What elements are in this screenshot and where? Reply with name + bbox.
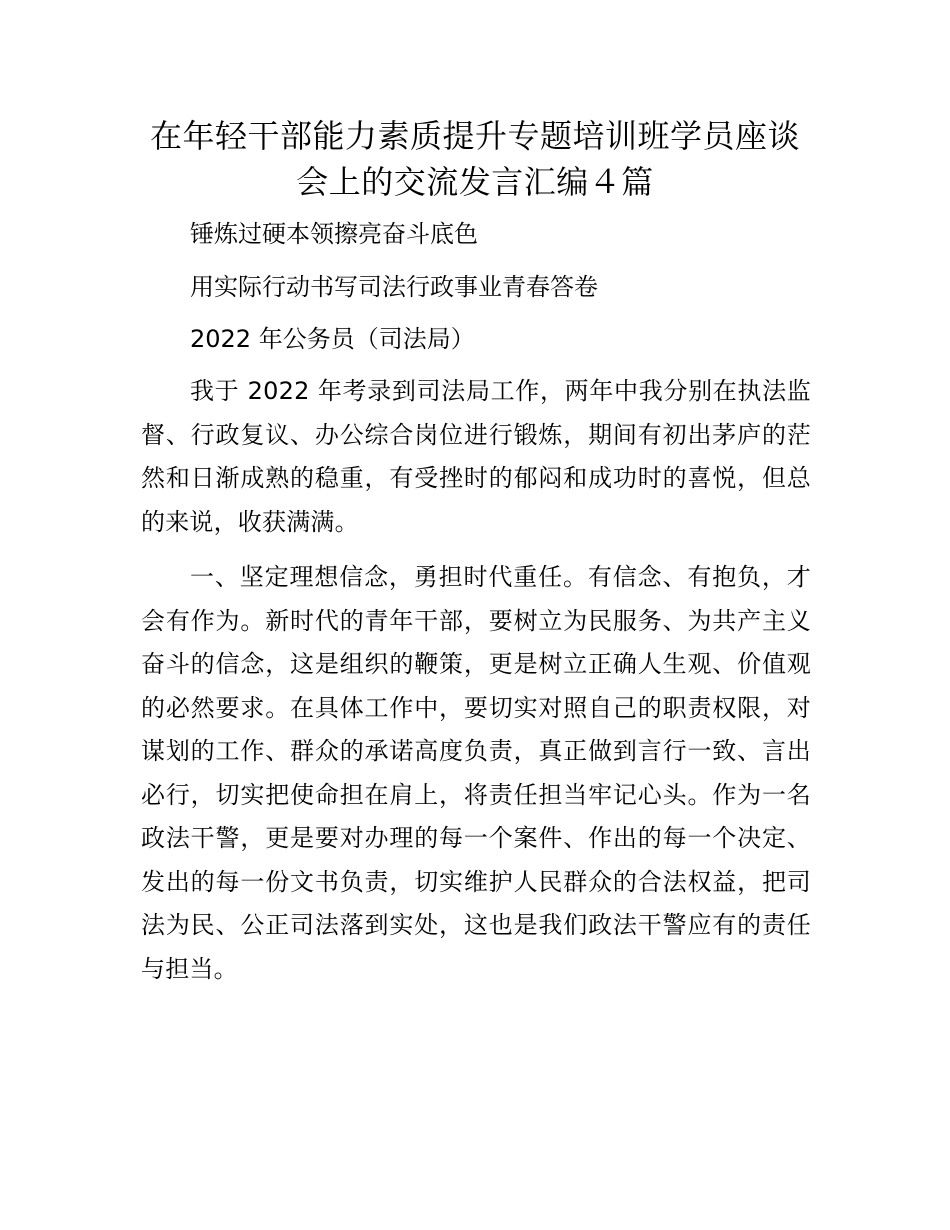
subtitle-1: 锤炼过硬本领擦亮奋斗底色 bbox=[190, 220, 478, 248]
document-title bbox=[120, 113, 830, 205]
author-line: 2022 年公务员（司法局） bbox=[190, 325, 475, 353]
title-line-1: 在年轻干部能力素质提升专题培训班学员座谈 bbox=[149, 117, 800, 155]
title-line-2: 会上的交流发言汇编４篇 bbox=[296, 163, 654, 201]
paragraph-1: 我于 2022 年考录到司法局工作，两年中我分别在执法监督、行政复议、办公综合岗位进行锻炼，期间有初出茅庐的茫然和日渐成熟的稳重，有受挫时的郁闷和成功时的喜悦，但总的来说，收获满满。 bbox=[141, 377, 811, 536]
subtitle-2: 用实际行动书写司法行政事业青春答卷 bbox=[190, 273, 598, 301]
paragraph-2: 一、坚定理想信念，勇担时代重任。有信念、有抱负，才会有作为。新时代的青年干部，要树立为民服务、为共产主义奋斗的信念，这是组织的鞭策，更是树立正确人生观、价值观的必然要求。在具体工作中，要切实对照自己的职责权限，对谋划的工作、群众的承诺高度负责，真正做到言行一致、言出必行，切实把使命担在肩上，将责任担当牢记心头。作为一名政法干警，更是要对办理的每一个案件、作出的每一个决定、发出的每一份文书负责，切实维护人民群众的合法权益，把司法为民、公正司法落到实处，这也是我们政法干警应有的责任与担当。 bbox=[141, 563, 811, 983]
